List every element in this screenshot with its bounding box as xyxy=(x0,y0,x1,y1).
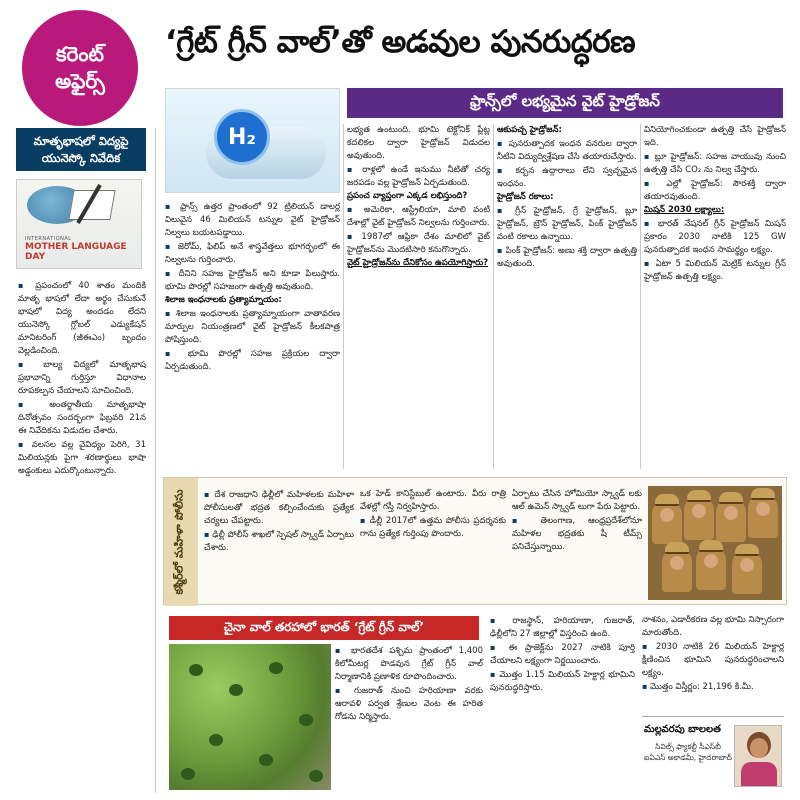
hydrogen-image xyxy=(165,88,340,193)
article2-side-label xyxy=(164,478,198,606)
article1-paragraph: ▪ 1987లో ఆఫ్రికా దేశం మాలిలో వైట్ హైడ్రోజన్‌ను మొదటిసారి కనుగొన్నారు. xyxy=(347,230,490,257)
article1-paragraph: ▪ భూమి పొరల్లో సహజ ప్రక్రియల ద్వారా ఏర్పడుతుంది. xyxy=(165,347,340,374)
image-caption-small: INTERNATIONAL xyxy=(25,236,72,243)
page-title: ‘గ్రేట్ గ్రీన్ వాల్’తో అడవుల పునరుద్ధరణ xyxy=(165,24,636,60)
article1-paragraph: ▪ అమెరికా, ఆస్ట్రేలియా, మాలి వంటి దేశాల్లో వైట్ హైడ్రోజన్ నిల్వలను గుర్తించారు. xyxy=(347,203,490,230)
column-divider xyxy=(493,124,494,469)
article1-subhead: శిలాజ ఇంధనాలకు ప్రత్యామ్నాయం: xyxy=(165,295,282,305)
author-photo xyxy=(734,725,782,787)
mother-language-day-image xyxy=(16,179,142,269)
badge-line1: కరెంట్ xyxy=(56,42,104,66)
article1-paragraph: ▪ ఎల్లో హైడ్రోజన్: సౌరశక్తి ద్వారా తయారవుతుంది. xyxy=(644,177,786,204)
article1-paragraph: ▪ దీనిని సహజ హైడ్రోజన్ అని కూడా పిలుస్తారు. భూమి పొరల్లో సహజంగా ఉత్పత్తి అవుతుంది. xyxy=(165,267,340,294)
article3-paragraph: ▪ గుజరాత్ నుంచి హరియాణా వరకు ఆరావళి పర్వత శ్రేణుల వెంట ఈ హరిత గోడను నిర్మిస్తారు. xyxy=(335,684,483,724)
women-police-photo xyxy=(648,486,782,600)
article3-paragraph: ▪ ఈ ప్రాజెక్ట్‌ను 2027 నాటికి పూర్తి చేయాలని లక్ష్యంగా నిర్ణయించారు. xyxy=(490,641,635,668)
left-paragraph: ▪ ప్రపంచంలో 40 శాతం మందికి మాతృ భాషలో లేదా అర్థం చేసుకునే భాషలో విద్య అందడం లేదని యునెస్కో గ్లోబల్ ఎడ్యుకేషన్ మానిటరింగ్ (జీఈఎం) బృందం వెల్లడించింది. xyxy=(18,279,146,358)
article3-paragraph: ▪ భారతదేశ పశ్చిమ ప్రాంతంలో 1,400 కిలోమీటర్ల పొడవున గ్రేట్ గ్రీన్ వాల్ నిర్మాణానికి ప్రణాళిక రూపొందించారు. xyxy=(335,644,483,684)
article1-paragraph: ▪ ఏటా 5 మిలియన్ మెట్రిక్ టన్నుల గ్రీన్ హైడ్రోజన్ ఉత్పత్తి లక్ష్యం. xyxy=(644,257,786,284)
article2-column-1 xyxy=(204,488,354,555)
article1-paragraph: ▪ పింక్ హైడ్రోజన్: అణు శక్తి ద్వారా ఉత్పత్తి అవుతుంది. xyxy=(497,244,637,271)
article2-label-text: కశ్మీర్‌లో మహిళా పోలీసు xyxy=(173,489,186,595)
column-divider xyxy=(343,124,344,469)
article1-subhead: ప్రపంచ వ్యాప్తంగా ఎక్కడ లభిస్తుంది? xyxy=(347,191,468,201)
author-name: మల్లవరపు బాలలత xyxy=(644,724,721,735)
article2-paragraph: ఏర్పాటు చేసిన హోమియో స్క్వాడ్ లకు ఆల్ ఉమెన్ స్క్వాడ్ లుగా పేరు పెట్టారు. xyxy=(512,489,642,512)
article1-column-2 xyxy=(347,124,490,270)
officer-figure xyxy=(684,496,714,540)
officer-figure xyxy=(732,550,762,594)
article3-paragraph: నాశనం, ఎడారీకరణ వల్ల భూమి నిస్సారంగా మారుతోంది. xyxy=(642,615,784,638)
article1-column-3 xyxy=(497,124,637,271)
article1-paragraph: ▪ శిలాజ ఇంధనాలకు ప్రత్యామ్నాయంగా వాతావరణ మార్పుల నియంత్రణలో వైట్ హైడ్రోజన్ కీలకపాత్ర పోషిస్తుంది. xyxy=(165,307,340,347)
article1-column-4 xyxy=(644,124,786,284)
author-role: సివిల్స్ ఫ్యాకల్టీ సీఎస్‌బీ ఐఏఎస్ అకాడమీ, హైదరాబాద్ xyxy=(644,742,732,762)
left-paragraph: ▪ బాల్య విద్యలో మాతృభాష ప్రభావాన్ని గుర్తిస్తూ విధానాల రూపకల్పన చేయాలని సూచించింది. xyxy=(18,358,146,398)
article1-column-1 xyxy=(165,200,340,374)
officer-figure xyxy=(716,498,746,542)
article2-column-2 xyxy=(360,488,506,541)
article3-banner: చైనా వాల్ తరహాలో భారత్ ‘గ్రేట్ గ్రీన్ వాల్’ xyxy=(169,616,479,640)
article1-paragraph: ▪ ఫ్రాన్స్ ఉత్తర ప్రాంతంలో 92 ట్రిలియన్ డాలర్ల విలువైన 46 మిలియన్ టన్నుల వైట్ హైడ్రోజన్ నిల్వలు బయటపడ్డాయి. xyxy=(165,200,340,240)
article1-paragraph: ▪ రాళ్లలో ఉండే ఇనుము నీటితో చర్య జరపడం వల్ల హైడ్రోజన్ ఏర్పడుతుంది. xyxy=(347,163,490,190)
article3 xyxy=(163,612,787,794)
article1-paragraph: ▪ భారత్ నేషనల్ గ్రీన్ హైడ్రోజన్ మిషన్ ప్రకారం 2030 నాటికి 125 GW పునరుత్పాదక ఇంధన సామర్థ్యం లక్ష్యం. xyxy=(644,217,786,257)
left-paragraph: ▪ వలసల వల్ల వైవిధ్యం పెరిగి, 31 మిలియన్లకు పైగా శరణార్థులు భాషా అడ్డంకులు ఎదుర్కొంటున్నారు. xyxy=(18,438,146,478)
article1-paragraph: వినియోగించకుండా ఉత్పత్తి చేసే హైడ్రోజన్ ఇది. xyxy=(644,125,786,148)
article1-subhead: మిషన్ 2030 లక్ష్యాలు: xyxy=(644,205,725,215)
left-paragraph: ▪ అంతర్జాతీయ మాతృభాషా దినోత్సవం సందర్భంగా ఫిబ్రవరి 21న ఈ నివేదికను విడుదల చేశారు. xyxy=(18,398,146,438)
article1-banner: ఫ్రాన్స్‌లో లభ్యమైన వైట్ హైడ్రోజన్ xyxy=(347,88,783,118)
article1-paragraph: ▪ బ్లూ హైడ్రోజన్: సహజ వాయువు నుంచి ఉత్పత్తి చేసి CO₂ ను నిల్వ చేస్తారు. xyxy=(644,150,786,177)
officer-figure xyxy=(748,494,778,538)
officer-figure xyxy=(662,548,692,592)
author-box xyxy=(642,716,784,792)
article3-paragraph: ▪ 2030 నాటికి 26 మిలియన్ హెక్టార్ల క్షీణించిన భూమిని పునరుద్ధరించాలని లక్ష్యం. xyxy=(642,640,784,680)
column-divider xyxy=(640,124,641,469)
article2-box xyxy=(163,477,787,605)
article2-paragraph: ▪ ఢిల్లీ పోలీస్ శాఖలో స్పెషల్ స్క్వాడ్ ఏర్పాటు చేశారు. xyxy=(204,528,354,555)
article2-paragraph: ▪ దేశ రాజధాని ఢిల్లీలో మహిళలకు మహిళా పోలీసులతో భద్రత కల్పించేందుకు ప్రత్యేక చర్యలు చేపట్టారు. xyxy=(204,488,354,528)
green-wall-aerial-photo xyxy=(169,644,331,790)
officer-figure xyxy=(696,546,726,590)
article1-paragraph: ▪ గ్రీన్ హైడ్రోజన్, గ్రే హైడ్రోజన్, బ్లూ హైడ్రోజన్, బ్రౌన్ హైడ్రోజన్, పింక్ హైడ్రోజన్ వంటి రకాలు ఉన్నాయి. xyxy=(497,204,637,244)
article1-paragraph: ▪ కర్బన ఉద్గారాలు లేని స్వచ్ఛమైన ఇంధనం. xyxy=(497,164,637,191)
badge-line2: అఫైర్స్ xyxy=(55,69,105,93)
image-caption-big: MOTHER LANGUAGE DAY xyxy=(25,242,127,263)
article1-paragraph: ▪ పునరుత్పాదక ఇంధన వనరుల ద్వారా నీటిని విద్యుద్విశ్లేషణ చేసి తయారుచేస్తారు. xyxy=(497,137,637,164)
article3-paragraph: ▪ రాజస్థాన్, హరియాణా, గుజరాత్, ఢిల్లీలోని 27 జిల్లాల్లో విస్తరించి ఉంది. xyxy=(490,614,635,641)
article3-column-3 xyxy=(642,614,784,694)
left-column xyxy=(16,128,146,788)
article1-question: వైట్ హైడ్రోజన్‌ను దేనికోసం ఉపయోగిస్తారు? xyxy=(347,258,489,268)
article1-subhead: హైడ్రోజన్ రకాలు: xyxy=(497,192,554,202)
article1-subhead: ఆకుపచ్చ హైడ్రోజన్: xyxy=(497,125,562,135)
article3-paragraph: ▪ మొత్తం 1.15 మిలియన్ హెక్టార్ల భూమిని పునరుద్ధరిస్తారు. xyxy=(490,668,635,695)
article2-column-3 xyxy=(512,488,642,554)
article1-paragraph: ▪ జెరోమ్, ఫిలిప్ అనే శాస్త్రవేత్తలు భూగర్భంలో ఈ నిల్వలను గుర్తించారు. xyxy=(165,240,340,267)
column-divider xyxy=(155,128,156,793)
article2-paragraph: ▪ తెలంగాణ, ఆంధ్రప్రదేశ్‌లోనూ మహిళల భద్రతకు షీ టీమ్స్ పనిచేస్తున్నాయి. xyxy=(512,514,642,554)
article2-paragraph: ▪ డీల్లీ 2017లో ఉత్తమ పోలీసు ప్రదర్శనకు గాను ప్రత్యేక గుర్తింపు పొందారు. xyxy=(360,514,506,541)
article2-paragraph: ఒక హెడ్ కానిస్టేబుల్ ఉంటారు. వీరు రాత్రి వేళల్లో గస్తీ నిర్వహిస్తారు. xyxy=(360,489,506,512)
article1-paragraph: లభ్యత ఉంటుంది. భూమి టెక్టోనిక్ ప్లేట్ల కదలికల ద్వారా హైడ్రోజన్ విడుదల అవుతుంది. xyxy=(347,125,490,161)
article3-column-2 xyxy=(490,614,635,695)
current-affairs-badge xyxy=(22,10,138,126)
h2-icon: H₂ xyxy=(214,109,270,165)
article3-column-1 xyxy=(335,644,483,724)
article3-paragraph: ▪ మొత్తం విస్తీర్ణం: 21,196 కి.మీ. xyxy=(642,680,784,694)
left-heading: మాతృభాషలో విద్యపై యునెస్కో నివేదిక xyxy=(16,128,146,171)
officer-figure xyxy=(652,500,682,544)
left-body xyxy=(16,279,146,478)
